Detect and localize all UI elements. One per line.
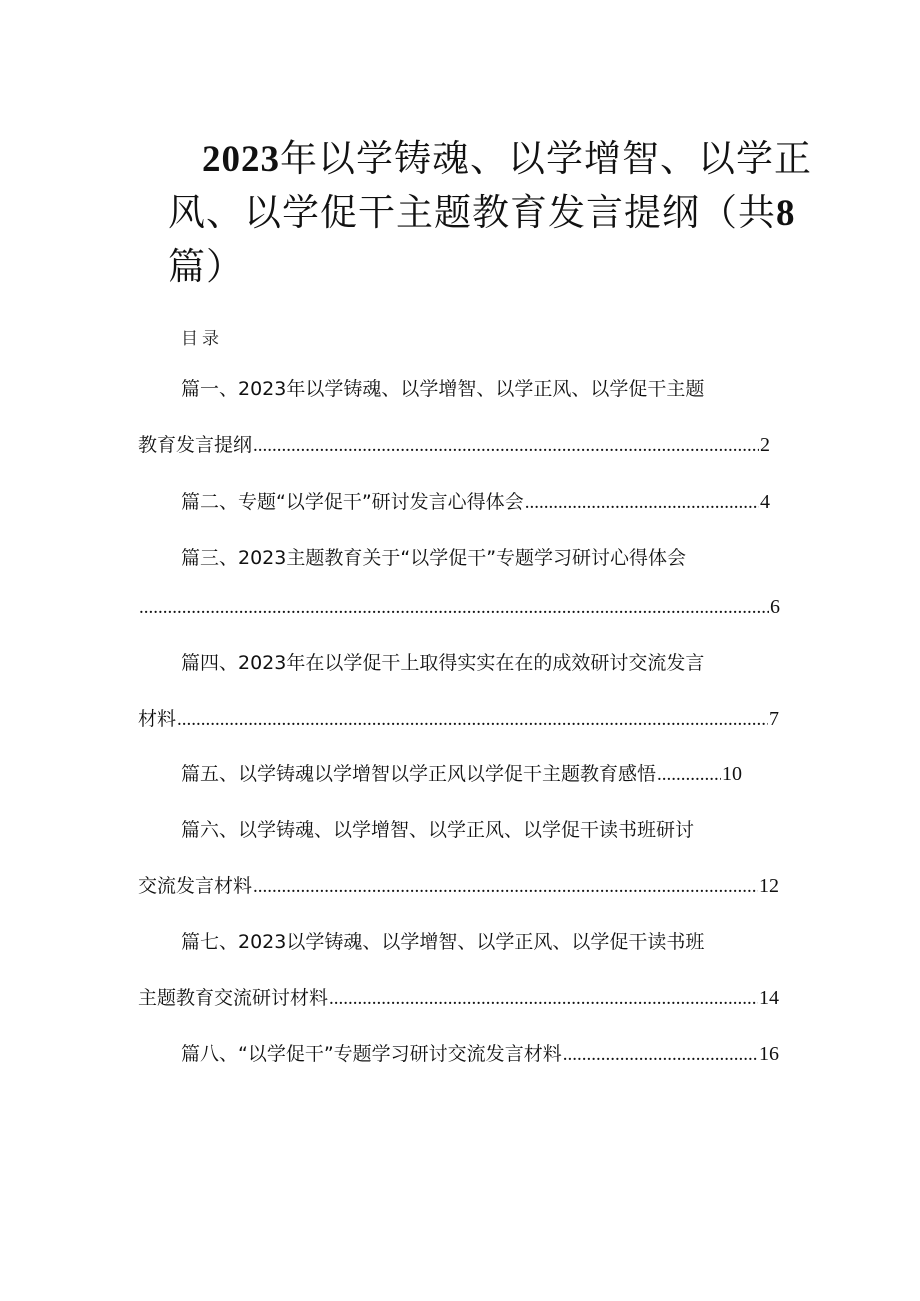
title-line-1-text: 年以学铸魂、以学增智、以学正 [280, 137, 812, 180]
toc-heading: 目录 [181, 329, 223, 349]
toc-entry-3-line-2[interactable] [138, 594, 780, 621]
toc-leader-dots [563, 1042, 758, 1068]
toc-entry-4-line-2[interactable] [138, 706, 779, 733]
toc-leader-dots [253, 433, 759, 459]
title-line-2 [168, 186, 796, 240]
toc-entry-3-line-1[interactable]: 篇三、2023主题教育关于“以学促干”专题学习研讨心得体会 [181, 547, 687, 569]
toc-entry-1-line-1[interactable]: 篇一、2023年以学铸魂、以学增智、以学正风、以学促干主题 [181, 378, 705, 400]
toc-entry-2-page: 4 [760, 491, 770, 513]
toc-leader-dots [253, 874, 758, 900]
toc-entry-1-line-2[interactable] [138, 432, 770, 459]
toc-leader-dots [329, 986, 758, 1012]
toc-entry-6-line-1[interactable]: 篇六、以学铸魂、以学增智、以学正风、以学促干读书班研讨 [181, 819, 695, 841]
toc-entry-4-page: 7 [769, 708, 779, 730]
toc-entry-4-text: 材料 [138, 708, 177, 730]
toc-entry-7-line-2[interactable] [138, 985, 779, 1012]
toc-leader-dots [525, 490, 759, 516]
toc-entry-7-line-1[interactable]: 篇七、2023以学铸魂、以学增智、以学正风、以学促干读书班 [181, 931, 705, 953]
title-line-3: 篇） [168, 245, 244, 288]
toc-leader-dots [139, 595, 769, 621]
toc-leader-dots [657, 762, 721, 788]
toc-entry-5-page: 10 [722, 763, 742, 785]
toc-entry-2[interactable] [181, 489, 770, 516]
toc-entry-7-text: 主题教育交流研讨材料 [138, 987, 329, 1009]
toc-entry-1-page: 2 [760, 434, 770, 456]
toc-entry-6-page: 12 [759, 875, 779, 897]
toc-entry-8[interactable] [181, 1041, 779, 1068]
title-count: 8 [776, 193, 796, 234]
toc-entry-4-line-1[interactable]: 篇四、2023年在以学促干上取得实实在在的成效研讨交流发言 [181, 652, 705, 674]
title-year: 2023 [202, 139, 280, 180]
title-line-1 [168, 132, 812, 186]
toc-entry-5-text: 篇五、以学铸魂以学增智以学正风以学促干主题教育感悟 [181, 763, 657, 785]
toc-entry-7-page: 14 [759, 987, 779, 1009]
toc-entry-2-text: 篇二、专题“以学促干”研讨发言心得体会 [181, 491, 524, 513]
toc-entry-5[interactable] [181, 761, 742, 788]
toc-entry-8-text: 篇八、“以学促干”专题学习研讨交流发言材料 [181, 1043, 562, 1065]
toc-entry-6-line-2[interactable] [138, 873, 779, 900]
title-line-2-text: 风、以学促干主题教育发言提纲（共 [168, 191, 776, 234]
document-title [168, 132, 812, 293]
toc-entry-6-text: 交流发言材料 [138, 875, 253, 897]
toc-entry-3-page: 6 [770, 596, 780, 618]
toc-entry-8-page: 16 [759, 1043, 779, 1065]
toc-leader-dots [177, 707, 768, 733]
toc-entry-1-text: 教育发言提纲 [138, 434, 253, 456]
